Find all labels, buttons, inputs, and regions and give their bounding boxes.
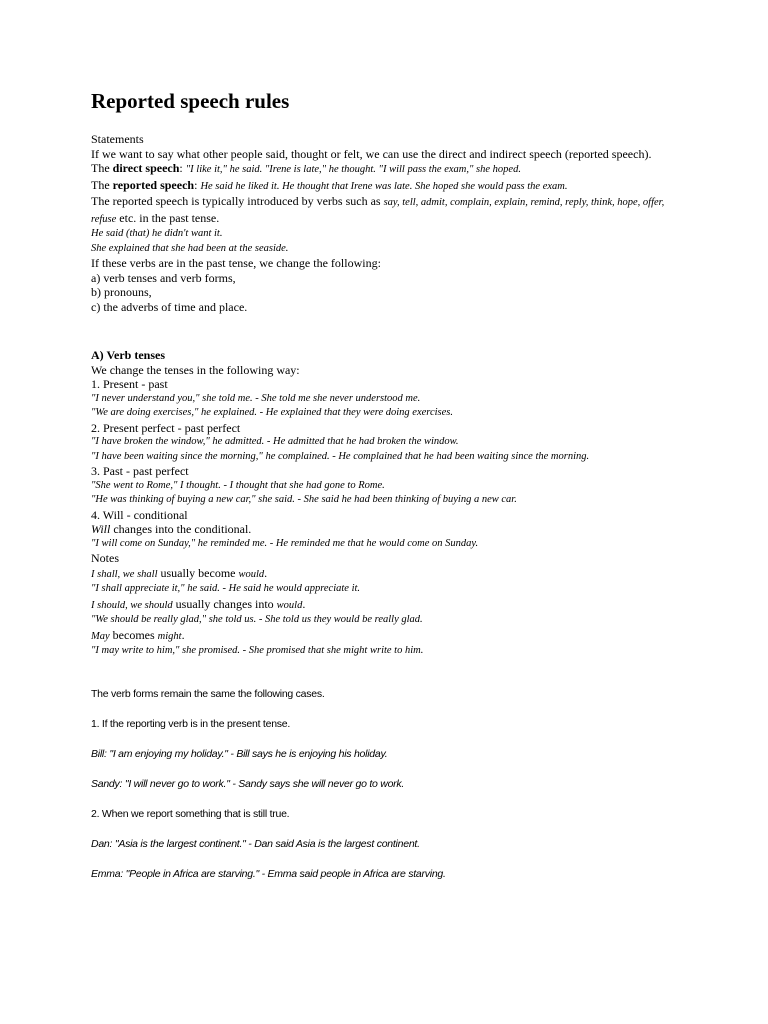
example: "I never understand you," she told me. - She told me she never understood me. <box>91 392 421 404</box>
spacer <box>91 852 711 867</box>
subsection-title: 1. Present - past <box>91 377 168 391</box>
example: He said (that) he didn't want it. <box>91 228 223 239</box>
section-heading-statements: Statements <box>91 132 144 146</box>
direct-speech-line: The direct speech: "I like it," he said. "Irene is late," he thought. "I will pass the exam," she hoped. <box>91 161 521 175</box>
example: "I may write to him," she promised. - She promised that she might write to him. <box>91 645 424 656</box>
example: "We should be really glad," she told us. - She told us they would be really glad. <box>91 614 423 625</box>
verbs-list: say, tell, admit, complain, explain, remind, reply, think, hope, offer, refuse <box>91 197 665 225</box>
example: "I have been waiting since the morning," he complained. - He complained that he had been waiting since the morning. <box>91 450 590 462</box>
example: Dan: "Asia is the largest continent." - Dan said Asia is the largest continent. <box>91 838 420 850</box>
section-heading-verb-tenses: A) Verb tenses <box>91 348 165 362</box>
example: She explained that she had been at the seaside. <box>91 242 289 254</box>
example: "I have broken the window," he admitted. - He admitted that he had broken the window. <box>91 436 459 447</box>
direct-speech-label: direct speech <box>112 161 180 175</box>
spacer <box>91 314 691 348</box>
case-title: 1. If the reporting verb is in the present tense. <box>91 718 291 730</box>
example: "I like it," he said. "Irene is late," he thought. "I will pass the exam," she hoped. <box>185 164 521 175</box>
verbs-paragraph: The reported speech is typically introduced by verbs such as say, tell, admit, complain, explain, remind, reply, think, hope, offer, refuse etc. in the past tense. <box>91 194 665 225</box>
page-title: Reported speech rules <box>91 89 290 113</box>
paragraph: Will changes into the conditional. <box>91 522 252 536</box>
subsection-title: 3. Past - past perfect <box>91 464 189 478</box>
example: Emma: "People in Africa are starving." - Emma said people in Africa are starving. <box>91 868 446 880</box>
spacer <box>91 792 711 807</box>
reported-speech-line: The reported speech: He said he liked it. He thought that Irene was late. She hoped she would pass the exam. <box>91 177 568 192</box>
spacer <box>91 702 711 717</box>
example: "I shall appreciate it," he said. - He said he would appreciate it. <box>91 583 361 594</box>
example: Bill: "I am enjoying my holiday." - Bill says he is enjoying his holiday. <box>91 748 388 760</box>
example: "We are doing exercises," he explained. - He explained that they were doing exercises. <box>91 407 454 418</box>
note: May becomes might. <box>91 627 185 642</box>
spacer <box>91 732 711 747</box>
subsection-title: 2. Present perfect - past perfect <box>91 420 241 435</box>
document-body <box>91 88 691 659</box>
spacer <box>91 822 711 837</box>
note: I should, we should usually changes into would. <box>91 596 306 611</box>
reported-speech-label: reported speech <box>112 177 195 192</box>
notes-heading: Notes <box>91 551 119 565</box>
subsection-title: 4. Will - conditional <box>91 507 188 522</box>
paragraph: We change the tenses in the following way: <box>91 362 300 377</box>
example: "I will come on Sunday," he reminded me. - He reminded me that he would come on Sunday. <box>91 537 479 549</box>
case-title: 2. When we report something that is still true. <box>91 808 290 820</box>
list-item: b) pronouns, <box>91 285 152 299</box>
section-heading-same-forms: The verb forms remain the same the following cases. <box>91 688 325 700</box>
list-item: c) the adverbs of time and place. <box>91 299 248 314</box>
same-forms-section <box>91 687 711 882</box>
example: "She went to Rome," I thought. - I thought that she had gone to Rome. <box>91 479 385 491</box>
example: Sandy: "I will never go to work." - Sandy says she will never go to work. <box>91 778 405 790</box>
paragraph: If we want to say what other people said, thought or felt, we can use the direct and indirect speech (reported speech). <box>91 146 652 161</box>
note: I shall, we shall usually become would. <box>91 565 268 580</box>
spacer <box>91 762 711 777</box>
list-item: a) verb tenses and verb forms, <box>91 270 236 285</box>
example: He said he liked it. He thought that Irene was late. She hoped she would pass the exam. <box>200 180 568 192</box>
paragraph: If these verbs are in the past tense, we change the following: <box>91 256 381 270</box>
example: "He was thinking of buying a new car," she said. - She said he had been thinking of buying a new car. <box>91 494 517 505</box>
